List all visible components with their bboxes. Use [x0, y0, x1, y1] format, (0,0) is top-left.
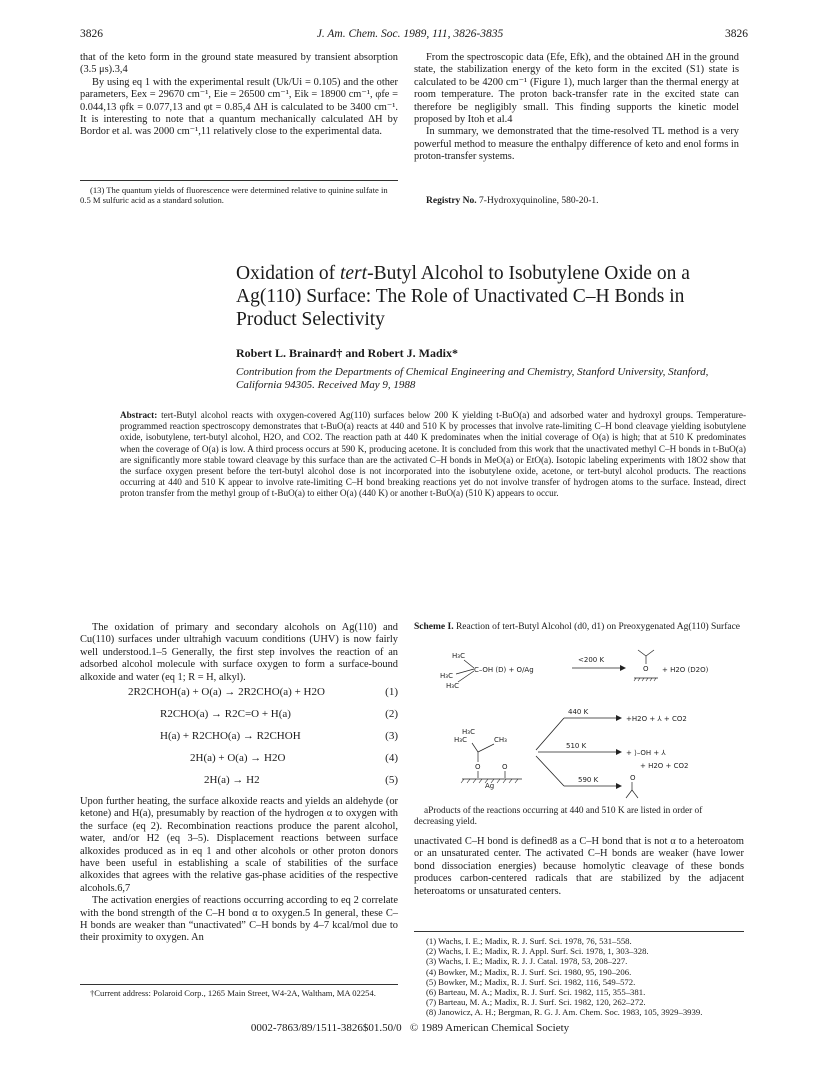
scheme-footnote: aProducts of the reactions occurring at 440 and 510 K are listed in order of decreasing yield. [414, 806, 703, 827]
paragraph: The activation energies of reactions occurring according to eq 2 correlate with the bond strength of the C–H bond α to oxygen.5 In general, these C–H bonds are weaker than “unactivated” C–H bonds by 4–7 kcal/mol due to their proximity to oxygen. An [80, 895, 398, 944]
scheme-temp-440: 440 K [568, 708, 589, 716]
title-part-italic: tert [339, 263, 368, 284]
scheme-adsorbed-tbuo [454, 728, 522, 790]
scheme-label: Scheme I. [414, 622, 454, 632]
reference-item: (8) Janowicz, A. H.; Bergman, R. G. J. Am. Chem. Soc. 1983, 105, 3929–3939. [426, 1007, 703, 1018]
scheme-reactant-molecule [440, 652, 474, 690]
scheme-temp-590: 590 K [578, 776, 599, 784]
paragraph: that of the keto form in the ground state measured by transient absorption (3.5 μs).3,4 [80, 52, 398, 76]
scheme-caption-text: Reaction of tert-Butyl Alcohol (d0, d1) on Preoxygenated Ag(110) Surface [453, 622, 741, 632]
scheme-products-510: + ⟩–OH + ⅄ [626, 749, 666, 757]
prev-article-left [80, 52, 398, 139]
svg-text:H₃C: H₃C [440, 672, 453, 680]
paragraph: From the spectroscopic data (Efe, Efk), and the obtained ΔH in the ground state, the stabilization energy of the keto form in the excited (S1) state is calculated to be 4200 cm⁻¹ (Figure 1), much larger than the thermal energy at room temperature. The proton back-transfer rate in the excited state can therefore be negligibly small. This finding supports the kinetic model proposed by Itoh et al.4 [414, 52, 739, 126]
scheme-caption [414, 622, 744, 633]
reference-item: (5) Bowker, M.; Madix, R. J. Surf. Sci. 1982, 116, 549–572. [426, 976, 636, 987]
equation: 2H(a) + O(a) → H2O [190, 752, 286, 764]
running-header: J. Am. Chem. Soc. 1989, 111, 3826-3835 [316, 28, 504, 40]
equation: 2R2CHOH(a) + O(a) → 2R2CHO(a) + H2O [128, 686, 325, 698]
svg-text:H₃C: H₃C [462, 728, 475, 736]
reference-item: (6) Barteau, M. A.; Madix, R. J. Surf. Sci. 1982, 115, 355–381. [426, 987, 646, 998]
body-paragraphs [80, 796, 398, 945]
svg-text:H₃C: H₃C [454, 736, 467, 744]
scheme-arrow-head [616, 715, 622, 721]
equation-number: (3) [385, 730, 398, 742]
paragraph: In summary, we demonstrated that the time-resolved TL method is a very powerful method to measure the enthalpy difference of keto and enol forms in proton-transfer systems. [414, 126, 739, 163]
references-divider [414, 931, 744, 932]
reference-item: (3) Wachs, I. E.; Madix, R. J. J. Catal. 1978, 53, 208–227. [426, 956, 628, 967]
svg-text:H₃C: H₃C [452, 652, 465, 660]
prev-article-right [414, 52, 739, 164]
scheme-arrow-head [616, 749, 622, 755]
paragraph: The oxidation of primary and secondary alcohols on Ag(110) and Cu(110) surfaces under ultrahigh vacuum conditions (UHV) is now fairly well understood.1–5 Generally, the first step involves the reaction of an adsorbed alcohol molecule with surface oxygen to form a surface-bound alkoxide and water (eq 1; R = H, alkyl). [80, 622, 398, 683]
page-footer: 0002-7863/89/1511-3826$01.50/0 © 1989 American Chemical Society [250, 1022, 570, 1034]
intro-paragraph [80, 622, 398, 684]
equation-number: (1) [385, 686, 398, 698]
reference-item: (7) Barteau, M. A.; Madix, R. J. Surf. Sci. 1982, 120, 262–272. [426, 997, 646, 1008]
registry-label: Registry No. [426, 196, 477, 206]
registry-text: 7-Hydroxyquinoline, 580-20-1. [476, 196, 599, 206]
right-body [414, 836, 744, 898]
equation-number: (4) [385, 752, 398, 764]
paragraph: By using eq 1 with the experimental result (Uk/Ui = 0.105) and the other parameters, Eex = 29670 cm⁻¹, Eie = 26500 cm⁻¹, Eik = 18900 cm⁻¹, φfe = 0.044,13 φfk = 0.077,13 and φt = 0.85,4 ΔH is calculated to be 3400 cm⁻¹. It is interesting to note that a quantum mechanically calculated ΔH by Bordor et al. was 2000 cm⁻¹,11 relatively close to the experimental data. [80, 76, 398, 138]
acetone-structure-icon [626, 774, 638, 798]
scheme-ag-label: Ag [485, 782, 495, 790]
equation-number: (2) [385, 708, 398, 720]
scheme-products-510b: + H2O + CO2 [640, 762, 689, 770]
abstract-label: Abstract: [120, 410, 158, 420]
scheme-product-1: + H2O (D2O) [662, 666, 709, 674]
reference-item: (1) Wachs, I. E.; Madix, R. J. Surf. Sci. 1978, 76, 531–558. [426, 936, 632, 946]
scheme-arrow-head [616, 783, 622, 789]
registry-line [426, 196, 739, 206]
scheme-reactant-label: C–OH (D) + O/Ag [474, 666, 534, 674]
address-footnote: †Current address: Polaroid Corp., 1265 Main Street, W4-2A, Waltham, MA 02254. [90, 988, 376, 998]
scheme-temp-label: <200 K [578, 656, 605, 664]
svg-text:CH₃: CH₃ [494, 736, 507, 744]
page-number: 3826 [80, 28, 103, 40]
abstract [120, 410, 746, 500]
equations-block [80, 686, 398, 786]
page-number-right: 3826 [725, 28, 748, 40]
svg-text:O: O [475, 763, 481, 771]
abstract-text: tert-Butyl alcohol reacts with oxygen-covered Ag(110) surfaces below 200 K yielding t-BuO(a) and adsorbed water and hydroxyl groups. Temperature-programmed reaction spectroscopy demonstrates that t-BuO(a) reacts at 440 and 510 K by processes that involve rate-limiting C–H bond cleavage yielding isobutylene oxide, isobutylene, tert-butyl alcohol, H2O, and CO2. The reaction path at 440 K predominates when the initial coverage of O(a) is high; that at 510 K predominates when the coverage of O(a) is low. A third process occurs at 590 K, producing acetone. It is concluded from this work that the unactivated methyl C–H bonds in t-BuO(a) are significantly more stable toward cleavage by this surface than are the activated C–H bonds in MeO(a) or EtO(a). Isotopic labeling experiments with 18O2 show that the surface oxygen present before the tert-butyl alcohol dose is not incorporated into the isobutylene oxide, acetone, or tert-butyl alcohol products. The reactions occurring at 440 and 510 K appear to involve rate-limiting C–H bond breaking reactions yet do not involve transfer of hydrogen atoms to the surface. Instead, direct proton transfer from the methyl group of t-BuO(a) to either O(a) (440 K) or another t-BuO(a) (510 K) appears to occur. [120, 410, 746, 499]
reference-item: (4) Bowker, M.; Madix, R. J. Surf. Sci. 1980, 95, 190–206. [426, 966, 632, 977]
references-list [426, 936, 744, 1018]
affiliation: Contribution from the Departments of Chemical Engineering and Chemistry, Stanford University, Stanford, California 94305. Received May 9, 1988 [236, 366, 709, 391]
footnote-divider [80, 180, 398, 181]
svg-text:H₃C: H₃C [446, 682, 459, 690]
paragraph: unactivated C–H bond is defined8 as a C–H bond that is not α to a heteroatom or an unsaturated center. The activated C–H bonds are weaker (have lower bond dissociation energies) because homolytic cleavage of these bonds produces carbon-centered radicals that are stabilized by the adjacent heteroatoms or unsaturated centers. [414, 836, 744, 897]
scheme-branch-line [536, 718, 564, 750]
equation: H(a) + R2CHO(a) → R2CHOH [160, 730, 301, 742]
reference-item: (2) Wachs, I. E.; Madix, R. J. Appl. Surf. Sci. 1978, 1, 303–328. [426, 946, 649, 957]
scheme-branch-line [536, 756, 564, 786]
footnote: (13) The quantum yields of fluorescence were determined relative to quinine sulfate in 0.5 M sulfuric acid as a standard solution. [80, 185, 388, 206]
equation-number: (5) [385, 774, 398, 786]
title-part: Oxidation of [236, 263, 340, 284]
svg-text:O: O [630, 774, 636, 782]
authors: Robert L. Brainard† and Robert J. Madix* [236, 346, 458, 360]
scheme-products-440: +H2O + ⅄ + CO2 [626, 715, 687, 723]
equation: 2H(a) → H2 [204, 774, 260, 786]
reaction-scheme [440, 648, 740, 800]
scheme-arrow-head [620, 665, 626, 671]
svg-text:O: O [643, 665, 649, 673]
equation: R2CHO(a) → R2C=O + H(a) [160, 708, 291, 720]
title-part: -Butyl Alcohol to Isobutylene Oxide on a Ag(110) Surface: The Role of Unactivated C–H Bonds in Product Selectivity [236, 263, 690, 330]
scheme-product-tbuo [634, 650, 658, 681]
article-title [236, 262, 736, 331]
svg-text:O: O [502, 763, 508, 771]
scheme-temp-510: 510 K [566, 742, 587, 750]
paragraph: Upon further heating, the surface alkoxide reacts and yields an aldehyde (or ketone) and H(a), presumably by reaction of the hydrogen α to oxygen with the surface (eq 2). Recombination reactions produce the parent alcohol, water, and/or H2 (eq 3–5). Displacement reactions between surface alkoxides produced as in eq 1 and other alcohols or other proton donors have been useful in establishing a scale of stabilities of the surface alkoxides that agrees with the relative gas-phase acidities of the respective alcohols.6,7 [80, 796, 398, 894]
footnote-divider [80, 984, 398, 985]
